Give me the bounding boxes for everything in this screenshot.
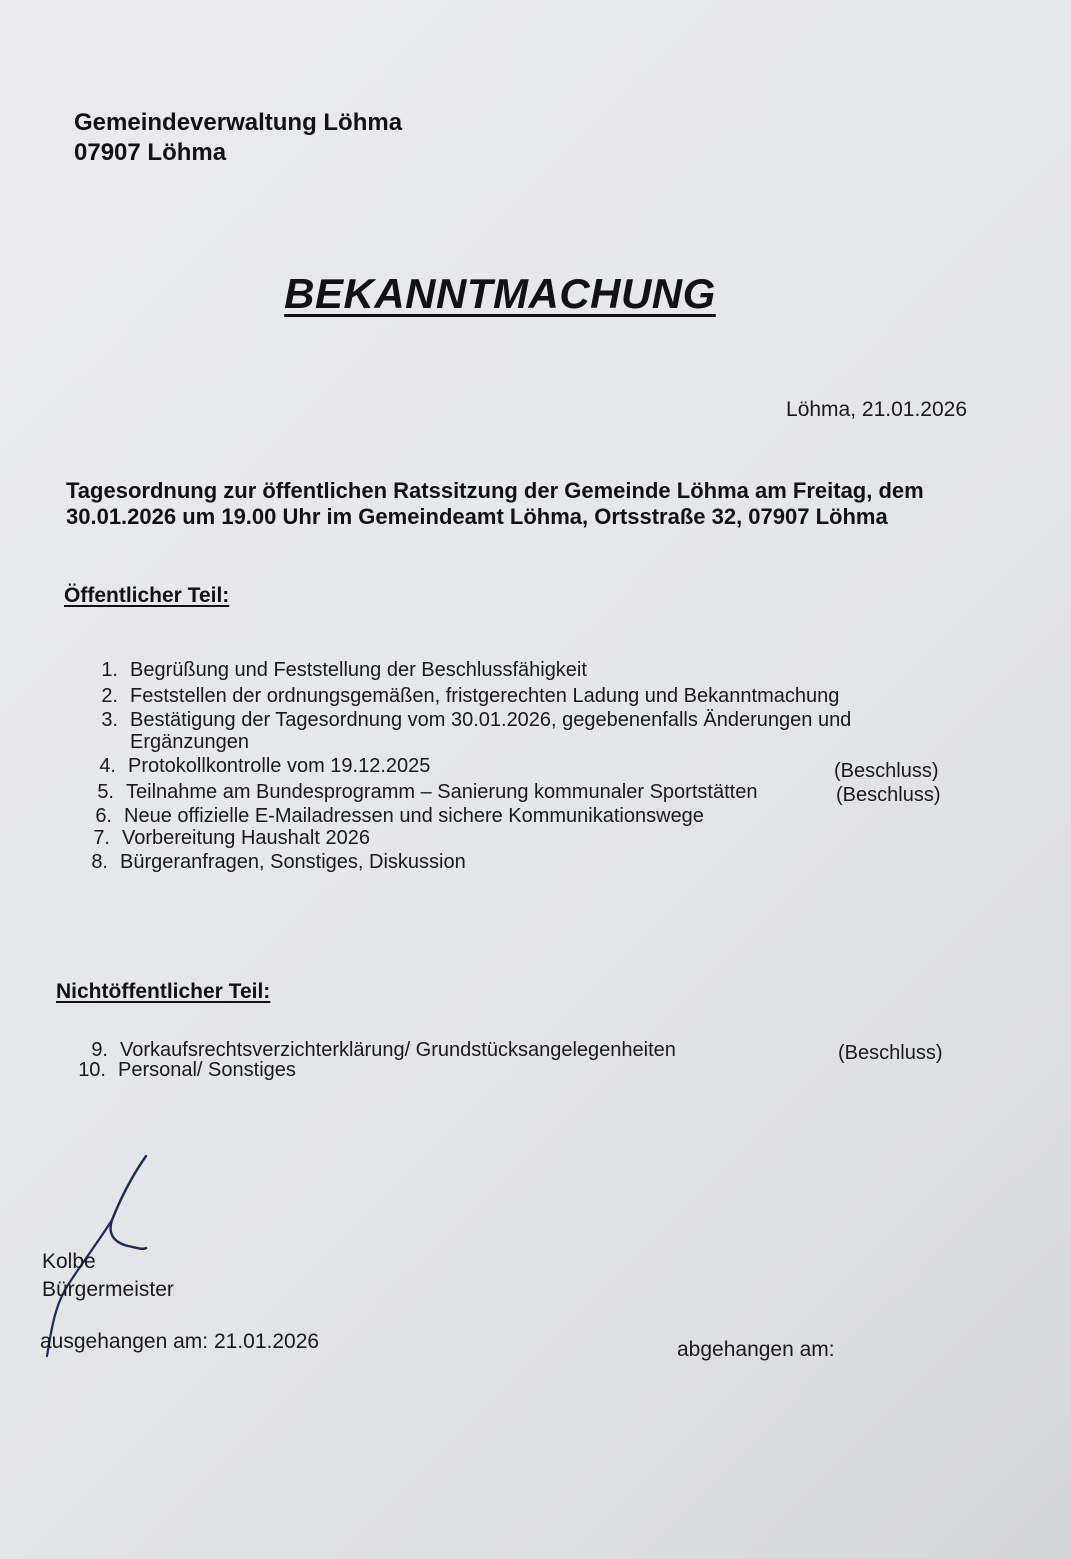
- decision-note: (Beschluss): [838, 1042, 943, 1064]
- item-number: 2.: [101, 685, 118, 707]
- item-text: Protokollkontrolle vom 19.12.2025: [128, 755, 431, 777]
- signature-block: [42, 1248, 174, 1304]
- item-number: 6.: [95, 805, 112, 827]
- item-text: Neue offizielle E-Mailadressen und sichere Kommunikationswege: [124, 805, 704, 827]
- document-date: Löhma, 21.01.2026: [786, 398, 967, 421]
- list-item: [72, 1058, 296, 1082]
- item-text: Personal/ Sonstiges: [118, 1059, 296, 1081]
- private-section-heading: Nichtöffentlicher Teil:: [56, 980, 271, 1003]
- posted-date: ausgehangen am: 21.01.2026: [40, 1330, 320, 1353]
- list-item: [84, 684, 839, 708]
- item-number: 1.: [101, 659, 118, 681]
- item-text: Teilnahme am Bundesprogramm – Sanierung kommunaler Sportstätten: [126, 781, 758, 803]
- list-item: [80, 780, 757, 804]
- removed-date-label: abgehangen am:: [677, 1338, 835, 1361]
- item-number: 3.: [101, 709, 118, 731]
- item-number: 8.: [91, 851, 108, 873]
- sender-name: Gemeindeverwaltung Löhma: [74, 109, 403, 136]
- list-item: [76, 826, 370, 850]
- list-item: [78, 804, 704, 828]
- item-text: Ergänzungen: [130, 731, 249, 753]
- list-item: [84, 708, 851, 732]
- item-text: Bestätigung der Tagesordnung vom 30.01.2026, gegebenenfalls Änderungen und: [130, 709, 852, 731]
- item-text: Bürgeranfragen, Sonstiges, Diskussion: [120, 851, 466, 873]
- item-text: Feststellen der ordnungsgemäßen, fristgerechten Ladung und Bekanntmachung: [130, 685, 840, 707]
- list-item: [84, 730, 249, 754]
- item-number: 7.: [93, 827, 110, 849]
- item-number: 10.: [78, 1059, 106, 1081]
- item-number: 4.: [99, 755, 116, 777]
- item-text: Vorkaufsrechtsverzichterklärung/ Grundstücksangelegenheiten: [120, 1039, 676, 1061]
- item-text: Begrüßung und Feststellung der Beschlussfähigkeit: [130, 659, 587, 681]
- item-number: 5.: [97, 781, 114, 803]
- sender-address: 07907 Löhma: [74, 139, 227, 166]
- list-item: [84, 658, 587, 682]
- decision-note: (Beschluss): [834, 760, 939, 782]
- item-text: Vorbereitung Haushalt 2026: [122, 827, 370, 849]
- signer-name: Kolbe: [42, 1250, 96, 1273]
- headline-text: BEKANNTMACHUNG: [284, 270, 716, 317]
- sender-block: [74, 108, 402, 168]
- page-title: [0, 270, 1000, 318]
- signer-role: Bürgermeister: [42, 1278, 174, 1301]
- list-item: [82, 754, 430, 778]
- agenda-title: Tagesordnung zur öffentlichen Ratssitzung der Gemeinde Löhma am Freitag, dem 30.01.2026 um 19.00 Uhr im Gemeindeamt Löhma, Ortsstraße 32, 07907 Löhma: [66, 478, 924, 529]
- decision-note: (Beschluss): [836, 784, 941, 806]
- public-section-heading: Öffentlicher Teil:: [64, 584, 230, 607]
- list-item: [74, 850, 466, 874]
- item-number: 9.: [91, 1039, 108, 1061]
